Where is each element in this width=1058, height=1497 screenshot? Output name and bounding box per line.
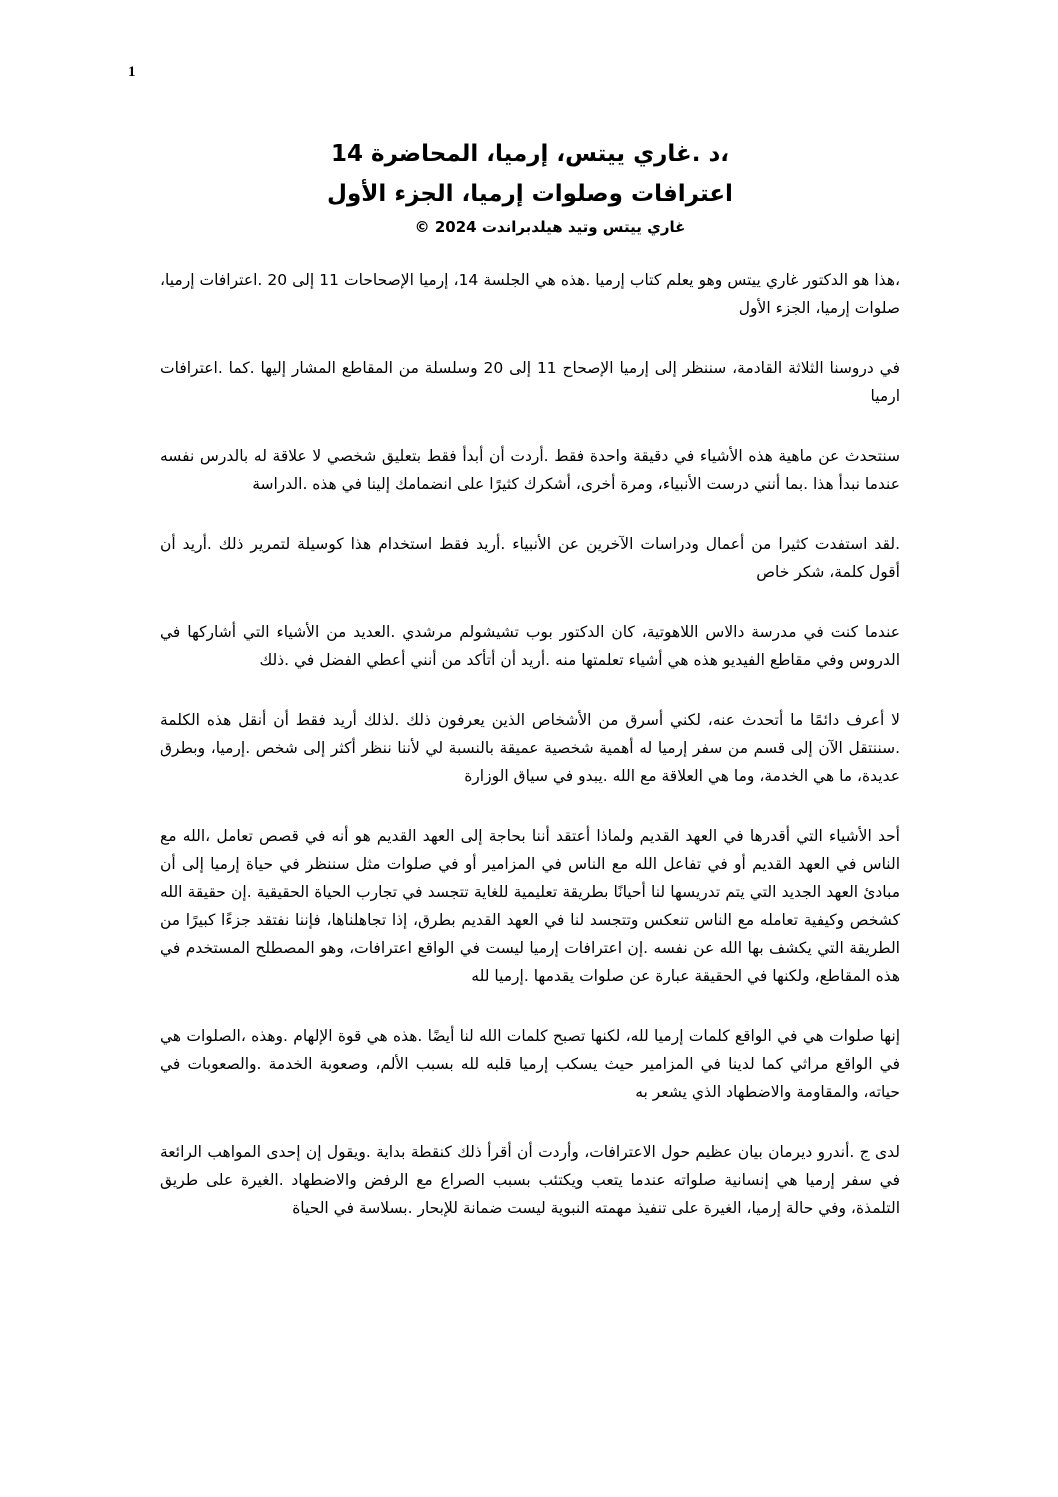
paragraph-4: .لقد استفدت كثيرا من أعمال ودراسات الآخرين عن الأنبياء .أريد فقط استخدام هذا كوسيلة لتمرير ذلك .أريد أن أقول كلمة، شكر خاص — [160, 535, 900, 581]
paragraph-6: لا أعرف دائمًا ما أتحدث عنه، لكني أسرق من الأشخاص الذين يعرفون ذلك .لذلك أريد فقط أن أنقل هذه الكلمة .سننتقل الآن إلى قسم من سفر إرميا له أهمية شخصية عميقة بالنسبة لي لأننا ننظر أكثر إلى شخص .إرميا، وبطرق عديدة، ما هي الخدمة، وما هي العلاقة مع الله .يبدو في سياق الوزارة — [160, 711, 900, 785]
paragraph-2: في دروسنا الثلاثة القادمة، سننظر إلى إرميا الإصحاح 11 إلى 20 وسلسلة من المقاطع المشار إليها .كما .اعترافات ارميا — [160, 359, 900, 405]
paragraph-1: ،هذا هو الدكتور غاري ييتس وهو يعلم كتاب إرميا .هذه هي الجلسة 14، إرميا الإصحاحات 11 إلى 20 .اعترافات إرميا، صلوات إرميا، الجزء الأول — [160, 271, 900, 317]
title-line-1: ،د .غاري ييتس، إرميا، المحاضرة 14 — [330, 141, 730, 167]
paragraph-9: لدى ج .أندرو ديرمان بيان عظيم حول الاعترافات، وأردت أن أقرأ ذلك كنقطة بداية .ويقول إن إحدى المواهب الرائعة في سفر إرميا هي إنسانية صلواته عندما يتعب ويكتئب بسبب الصراع مع الرفض والاضطهاد .الغيرة على طريق التلمذة، وفي حالة إرميا، الغيرة على تنفيذ مهمته النبوية ليست ضمانة للإبحار .بسلاسة في الحياة — [160, 1143, 900, 1217]
paragraph-8: إنها صلوات هي في الواقع كلمات إرميا لله، لكنها تصبح كلمات الله لنا أيضًا .هذه هي قوة الإلهام .وهذه ،الصلوات هي في الواقع مراثي كما لدينا في المزامير حيث يسكب إرميا قلبه لله بسبب الألم، وصعوبة الخدمة .والصعوبات في حياته، والمقاومة والاضطهاد الذي يشعر به — [160, 1027, 900, 1101]
page-number: 1 — [128, 64, 136, 80]
title-line-2: اعترافات وصلوات إرميا، الجزء الأول — [327, 181, 733, 207]
document-body — [160, 266, 900, 1254]
paragraph-7: أحد الأشياء التي أقدرها في العهد القديم ولماذا أعتقد أننا بحاجة إلى العهد القديم هو أنه في قصص تعامل ،الله مع الناس في العهد القديم أو في تفاعل الله مع الناس في المزامير أو في صلوات مثل سننظر في حياة إرميا إلى أن مبادئ العهد الجديد التي يتم تدريسها لنا أحيانًا بطريقة تعليمية للغاية تتجسد في تجارب الحياة الحقيقية .إن حقيقة الله كشخص وكيفية تعامله مع الناس تنعكس وتتجسد لنا في العهد القديم بطرق، إذا تجاهلناها، فإننا نفتقد جزءًا كبيرًا من الطريقة التي يكشف بها الله عن نفسه .إن اعترافات إرميا ليست في الواقع اعترافات، وهو المصطلح المستخدم في هذه المقاطع، ولكنها في الحقيقة عبارة عن صلوات يقدمها .إرميا لله — [160, 827, 900, 985]
copyright-line: غاري ييتس وتيد هيلدبراندت 2024 © — [414, 218, 686, 236]
document-header — [160, 134, 900, 242]
paragraph-3: سنتحدث عن ماهية هذه الأشياء في دقيقة واحدة فقط .أردت أن أبدأ فقط بتعليق شخصي لا علاقة له بالدرس نفسه عندما نبدأ هذا .بما أنني درست الأنبياء، ومرة أخرى، أشكرك كثيرًا على انضمامك إلينا في هذه .الدراسة — [160, 447, 900, 493]
paragraph-5: عندما كنت في مدرسة دالاس اللاهوتية، كان الدكتور بوب تشيشولم مرشدي .العديد من الأشياء التي أشاركها في الدروس وفي مقاطع الفيديو هذه هي أشياء تعلمتها منه .أريد أن أتأكد من أنني أعطي الفضل في .ذلك — [160, 623, 900, 669]
